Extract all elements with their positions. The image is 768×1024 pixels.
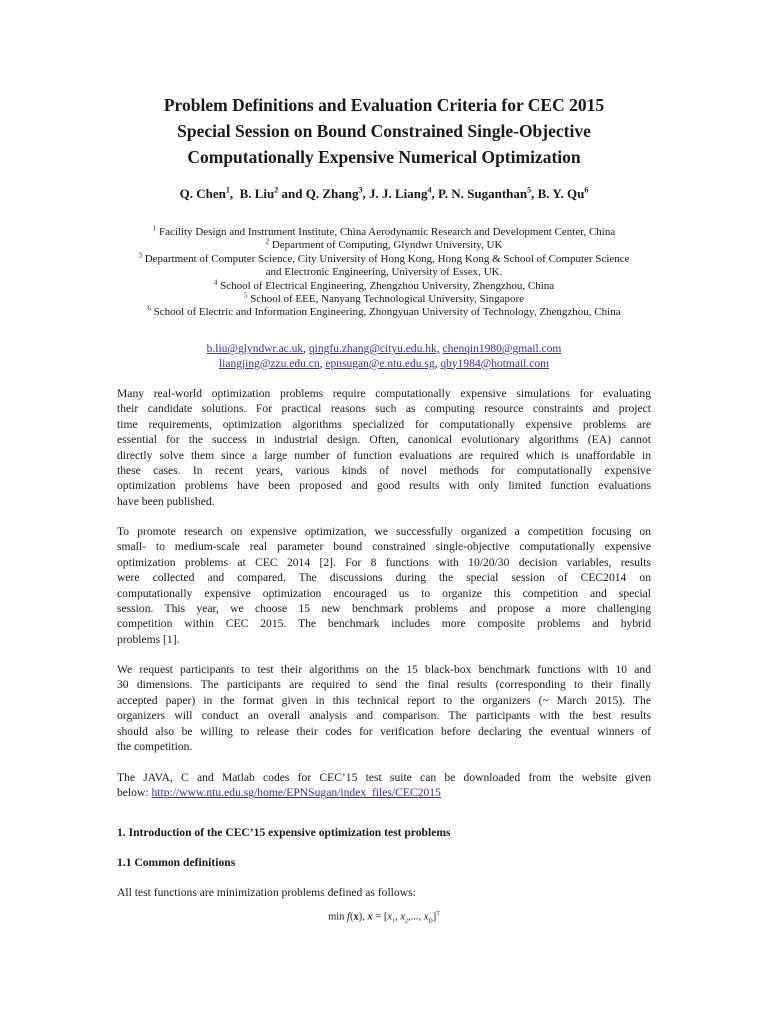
affil-number: 2 bbox=[265, 237, 270, 246]
formula-part: min bbox=[328, 911, 348, 923]
text-line: optimization problems have been proposed and good results with only limited function evaluations bbox=[117, 479, 651, 493]
author-name: Q. Zhang bbox=[305, 186, 359, 201]
formula-part: x bbox=[423, 911, 429, 923]
affil-text: and Electronic Engineering, University of Essex, UK. bbox=[265, 266, 503, 279]
text-line: have been published. bbox=[117, 494, 215, 508]
affiliation-line bbox=[100, 239, 668, 252]
paragraph-motivation bbox=[117, 386, 651, 509]
author-list bbox=[80, 186, 688, 202]
author-name: J. J. Liang bbox=[369, 186, 428, 201]
paragraph-code-download bbox=[117, 770, 651, 801]
formula-part: 1 bbox=[392, 918, 396, 925]
download-url-link[interactable]: http://www.ntu.edu.sg/home/EPNSugan/index_files/CEC2015 bbox=[151, 786, 441, 800]
email-line-2: liangjing@zzu.edu.cn, epnsugan@e.ntu.edu.sg, qby1984@hotmail.com bbox=[218, 357, 550, 370]
author-separator: , bbox=[531, 186, 538, 201]
author-separator: and bbox=[278, 186, 306, 201]
text-line: The JAVA, C and Matlab codes for CEC’15 test suite can be downloaded from the website given bbox=[117, 771, 651, 784]
author-affil-mark: 3 bbox=[358, 185, 363, 195]
formula-part: = [ bbox=[372, 911, 388, 923]
email-line-1: b.liu@glyndwr.ac.uk, qingfu.zhang@cityu.edu.hk, chenqin1980@gmail.com bbox=[206, 343, 562, 355]
affil-number: 1 bbox=[152, 224, 157, 233]
affiliation-list bbox=[100, 226, 668, 320]
email-list bbox=[100, 342, 668, 371]
email-link[interactable]: qby1984@hotmail.com bbox=[440, 357, 550, 370]
affiliation-line bbox=[100, 277, 668, 293]
affil-text: Facility Design and Instrument Institute, China Aerodynamic Research and Development Center, China bbox=[156, 226, 616, 238]
affil-number: 5 bbox=[243, 291, 248, 300]
author-affil-mark: 6 bbox=[584, 185, 589, 195]
email-link[interactable]: chenqin1980@gmail.com bbox=[442, 343, 562, 355]
text-line: We request participants to test their algorithms on the 15 black-box benchmark functions with 10 and bbox=[117, 663, 651, 676]
affiliation-line bbox=[100, 306, 668, 319]
affil-number: 4 bbox=[213, 277, 218, 286]
author-separator: , bbox=[362, 186, 369, 201]
text-line: directly solve them since a large number of function evaluations are required which is unaffordable in bbox=[117, 448, 651, 462]
formula-part: 2 bbox=[404, 918, 408, 925]
text-line: small- to medium-scale real parameter bound constrained single-objective computationally expensive bbox=[117, 540, 651, 554]
affil-text: Department of Computer Science, City University of Hong Kong, Hong Kong & School of Computer Science bbox=[141, 252, 630, 265]
formula-part: x bbox=[367, 911, 373, 923]
affil-number: 3 bbox=[138, 251, 142, 260]
text-fragment: below: bbox=[117, 786, 152, 800]
text-line: 30 dimensions. The participants are required to send the final results (corresponding to their finally bbox=[117, 678, 651, 692]
author-affil-mark: 4 bbox=[427, 185, 432, 195]
text-line bbox=[117, 785, 651, 800]
text-line: essential for the success in industrial design. Often, canonical evolutionary algorithms (EA) cannot bbox=[117, 433, 651, 447]
formula-part: ), bbox=[358, 911, 368, 923]
text-line: To promote research on expensive optimization, we successfully organized a competition focusing on bbox=[117, 525, 651, 538]
formula-part: ,..., bbox=[407, 911, 424, 923]
paragraph-competition bbox=[117, 524, 651, 647]
title-line-2: Special Session on Bound Constrained Single-Objective bbox=[177, 121, 591, 141]
paper-title bbox=[80, 92, 688, 170]
affiliation-line bbox=[100, 253, 668, 266]
text-line: time requirements, optimization algorithms specialized for computationally expensive problems are bbox=[117, 417, 651, 431]
email-link[interactable]: epnsugan@e.ntu.edu.sg bbox=[325, 357, 435, 370]
email-link[interactable]: b.liu@glyndwr.ac.uk bbox=[206, 343, 304, 355]
text-line: optimization problems at CEC 2014 [2]. For 8 functions with 10/20/30 decision variables, results bbox=[117, 555, 651, 569]
author-name: B. Y. Qu bbox=[537, 186, 585, 201]
paragraph-request bbox=[117, 662, 651, 754]
author-affil-mark: 2 bbox=[274, 185, 279, 195]
email-link[interactable]: liangjing@zzu.edu.cn bbox=[218, 357, 320, 370]
text-line: should also be willing to release their codes for verification before declaring the eventual winners of bbox=[117, 724, 651, 738]
formula-part: x bbox=[400, 911, 405, 923]
affiliation-line bbox=[100, 293, 668, 306]
formula-part: f bbox=[347, 911, 350, 923]
text-line: problems [1]. bbox=[117, 632, 180, 646]
author-name: P. N. Suganthan bbox=[438, 186, 528, 201]
affiliation-line bbox=[100, 266, 668, 279]
formula-part: x bbox=[387, 911, 393, 923]
formula-part: ] bbox=[432, 911, 437, 923]
affiliation-line bbox=[100, 226, 668, 239]
title-line-1: Problem Definitions and Evaluation Criteria for CEC 2015 bbox=[163, 95, 605, 115]
formula-part: x bbox=[353, 911, 359, 923]
text-line: competition within CEC 2015. The benchmark includes more composite problems and hybrid bbox=[117, 617, 651, 631]
author-separator: , bbox=[431, 186, 439, 201]
text-line: their candidate solutions. For practical reasons such as computing resource constraints and project bbox=[117, 402, 651, 416]
text-line: Many real-world optimization problems require computationally expensive simulations for evaluating bbox=[117, 387, 651, 400]
author-affil-mark: 5 bbox=[527, 185, 532, 195]
affil-text: School of Electric and Information Engineering, Zhongyuan University of Technology, Zhengzhou, China bbox=[150, 306, 621, 319]
section-heading-1-1: 1.1 Common definitions bbox=[117, 856, 236, 869]
text-line: session. This year, we choose 15 new benchmark problems and propose a more challenging bbox=[117, 602, 651, 616]
author-separator: , bbox=[229, 186, 240, 201]
author-name: Q. Chen bbox=[179, 186, 226, 201]
formula-part: T bbox=[436, 911, 440, 917]
intro-sentence: All test functions are minimization problems defined as follows: bbox=[117, 886, 416, 899]
affil-text: School of EEE, Nanyang Technological University, Singapore bbox=[247, 293, 525, 306]
affil-number: 6 bbox=[147, 304, 151, 313]
author-affil-mark: 1 bbox=[225, 185, 230, 195]
text-line: these cases. In recent years, various kinds of novel methods for computationally expensive bbox=[117, 464, 651, 478]
section-heading-1: 1. Introduction of the CEC’15 expensive optimization test problems bbox=[117, 826, 451, 839]
text-line: computationally expensive optimization encouraged us to organize this competition and special bbox=[117, 586, 651, 600]
email-link[interactable]: qingfu.zhang@cityu.edu.hk, bbox=[308, 343, 440, 355]
text-line: accepted paper) in the format given in this technical report to the organizers (~ March 2015). The bbox=[117, 693, 651, 707]
formula-part: D bbox=[428, 918, 433, 925]
affil-text: Department of Computing, Glyndwr University, UK bbox=[269, 239, 503, 252]
text-line: the competition. bbox=[117, 740, 193, 754]
affil-text: School of Electrical Engineering, Zhengzhou University, Zhengzhou, China bbox=[217, 279, 555, 292]
title-line-3: Computationally Expensive Numerical Optimization bbox=[187, 147, 581, 167]
author-name: B. Liu bbox=[239, 186, 275, 201]
text-line: were collected and compared. The discussions during the special session of CEC2014 on bbox=[117, 571, 651, 585]
text-line: organizers will conduct an overall analysis and comparison. The participants with the best results bbox=[117, 709, 651, 723]
objective-formula: min f(x), $x = [x_1$, $x_2$,..., $x_D]^T$ bbox=[328, 911, 440, 925]
